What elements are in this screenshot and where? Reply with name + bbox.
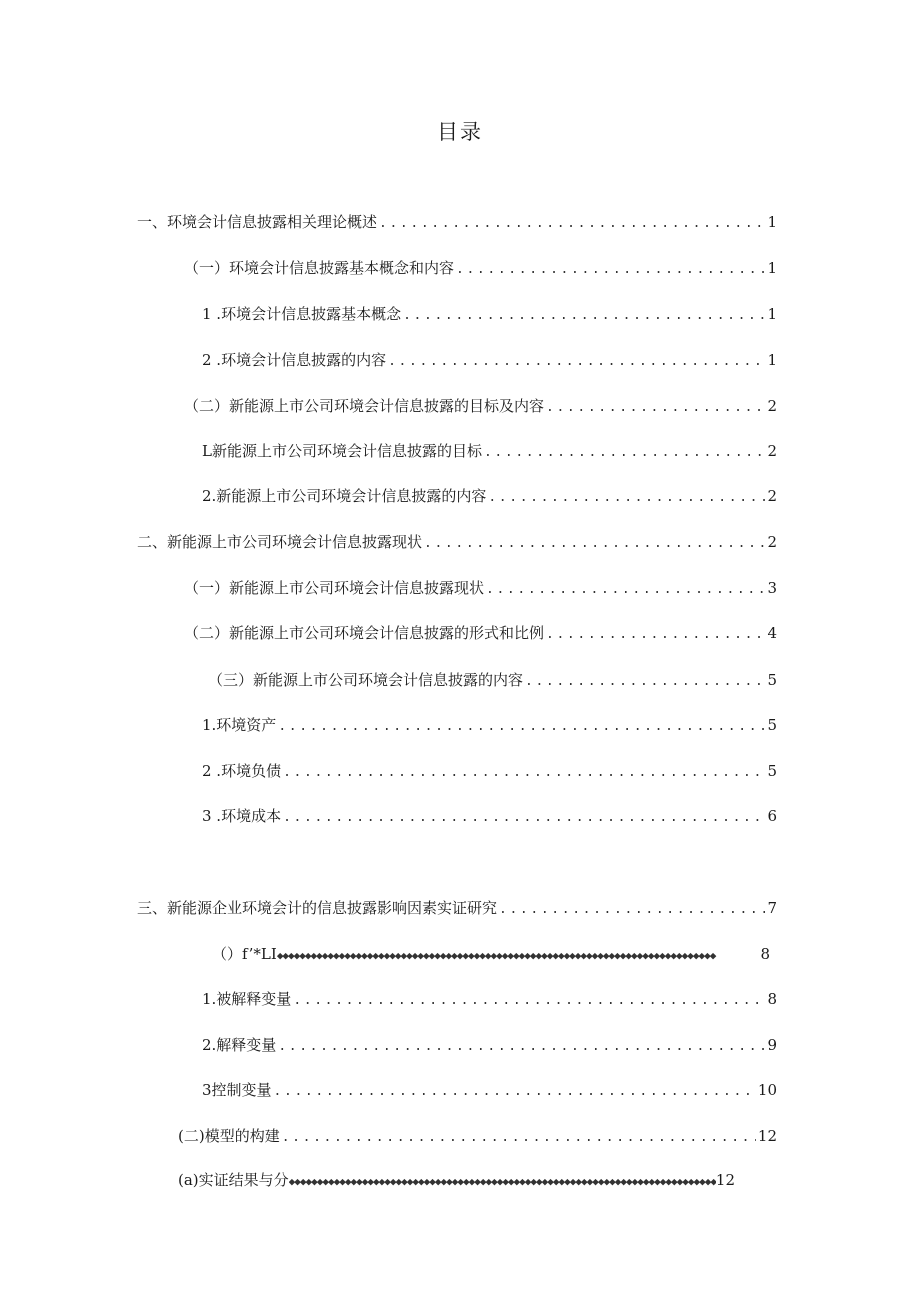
toc-entry-label: (a)实证结果与分: [178, 1171, 289, 1189]
toc-entry-label: （一）环境会计信息披露基本概念和内容: [184, 259, 455, 277]
toc-entry-label: L新能源上市公司环境会计信息披露的目标: [202, 442, 482, 460]
toc-page-number: 8: [760, 945, 770, 963]
toc-entry-label: 2 .环境会计信息披露的内容: [202, 351, 387, 369]
toc-entry[interactable]: [202, 349, 777, 371]
dot-leader: [499, 899, 765, 921]
toc-entry[interactable]: [208, 669, 777, 691]
toc-entry-label: 一、环境会计信息披露相关理论概述: [137, 213, 378, 231]
dot-leader: [274, 1081, 756, 1103]
toc-entry[interactable]: [202, 714, 777, 736]
toc-entry[interactable]: [202, 988, 777, 1010]
page-title: 目录: [437, 120, 483, 144]
dot-leader: [486, 579, 765, 601]
toc-page-number: 5: [767, 762, 777, 780]
toc-entry-label: （）f’*LI: [212, 945, 277, 963]
toc-page-number: 7: [767, 899, 777, 917]
diamond-leader: [277, 945, 761, 967]
dot-leader: [278, 716, 765, 738]
toc-entry[interactable]: [202, 760, 777, 782]
toc-entry[interactable]: [178, 1125, 777, 1147]
toc-entry-label: 二、新能源上市公司环境会计信息披露现状: [137, 533, 423, 551]
dot-leader: [456, 259, 765, 281]
toc-page-number: 2: [767, 533, 777, 551]
dot-leader: [283, 807, 765, 829]
toc-entry[interactable]: [184, 395, 777, 417]
toc-page-number: 8: [767, 990, 777, 1008]
toc-entry-label: 1.被解释变量: [202, 990, 292, 1008]
dot-leader: [546, 397, 765, 419]
dot-leader: [388, 351, 765, 373]
toc-entry-label: 2 .环境负债: [202, 762, 282, 780]
toc-entry[interactable]: [184, 577, 777, 599]
dot-leader: [278, 1036, 765, 1058]
toc-entry[interactable]: [137, 531, 777, 553]
toc-entry[interactable]: [202, 1079, 777, 1101]
toc-page-number: 12: [757, 1127, 777, 1145]
toc-entry[interactable]: [184, 257, 777, 279]
dot-leader: [546, 624, 765, 646]
toc-entry-label: (二)模型的构建: [178, 1127, 280, 1145]
dot-leader: [283, 762, 765, 784]
dot-leader: [525, 671, 765, 693]
dot-leader: [379, 213, 765, 235]
toc-entry-label: （二）新能源上市公司环境会计信息披露的目标及内容: [184, 397, 545, 415]
toc-entry[interactable]: [202, 303, 777, 325]
toc-page-number: 4: [767, 624, 777, 642]
toc-page-number: 1: [767, 351, 777, 369]
toc-page-number: 10: [757, 1081, 777, 1099]
dot-leader: [403, 305, 765, 327]
toc-entry[interactable]: [202, 805, 777, 827]
toc-entry[interactable]: [137, 211, 777, 233]
toc-entry-label: （二）新能源上市公司环境会计信息披露的形式和比例: [184, 624, 545, 642]
toc-entry-label: 2.解释变量: [202, 1036, 277, 1054]
toc-page-number: 2: [767, 442, 777, 460]
toc-entry-label: （三）新能源上市公司环境会计信息披露的内容: [208, 671, 524, 689]
toc-page-number: 1: [767, 305, 777, 323]
toc-entry[interactable]: [202, 440, 777, 462]
toc-page-number: 1: [767, 213, 777, 231]
dot-leader: [282, 1127, 756, 1149]
toc-page-number: 9: [767, 1036, 777, 1054]
toc-entry[interactable]: [184, 622, 777, 644]
dot-leader: [488, 487, 765, 509]
toc-page-number: 2: [767, 397, 777, 415]
toc-entry-label: 3控制变量: [202, 1081, 272, 1099]
toc-entry-label: 3 .环境成本: [202, 807, 282, 825]
toc-entry-label: 三、新能源企业环境会计的信息披露影响因素实证研究: [137, 899, 498, 917]
toc-entry-label: 1 .环境会计信息披露基本概念: [202, 305, 402, 323]
dot-leader: [424, 533, 765, 555]
diamond-leader: [289, 1171, 716, 1193]
toc-entry[interactable]: [212, 943, 770, 965]
toc-page-number: 5: [767, 671, 777, 689]
toc-entry-label: （一）新能源上市公司环境会计信息披露现状: [184, 579, 485, 597]
toc-entry[interactable]: [202, 485, 777, 507]
toc-page-number: 6: [767, 807, 777, 825]
toc-entry[interactable]: [137, 897, 777, 919]
toc-entry-label: 1.环境资产: [202, 716, 277, 734]
toc-entry[interactable]: [178, 1169, 735, 1191]
toc-entry-label: 2.新能源上市公司环境会计信息披露的内容: [202, 487, 487, 505]
toc-entry[interactable]: [202, 1034, 777, 1056]
toc-page-number: 12: [715, 1171, 735, 1189]
toc-page-number: 5: [767, 716, 777, 734]
dot-leader: [293, 990, 765, 1012]
toc-page-number: 2: [767, 487, 777, 505]
dot-leader: [484, 442, 765, 464]
toc-page-number: 3: [767, 579, 777, 597]
toc-page-number: 1: [767, 259, 777, 277]
